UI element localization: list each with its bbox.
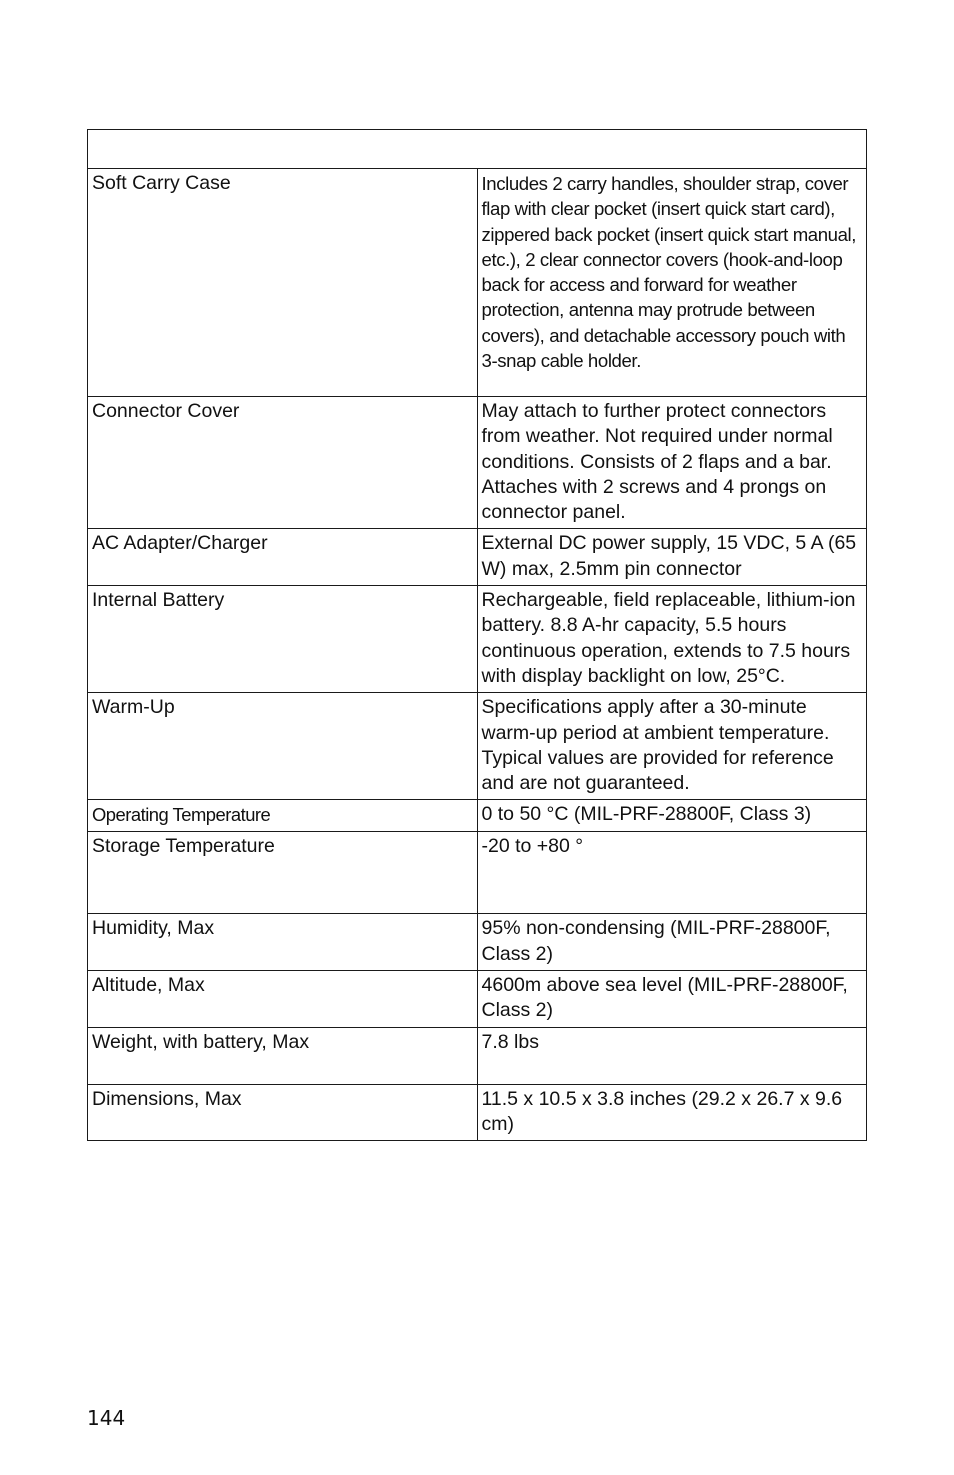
- row-value: 4600m above sea level (MIL-PRF-28800F, Class 2): [477, 971, 867, 1028]
- table-row: [88, 586, 867, 693]
- table-row: [88, 1027, 867, 1084]
- row-label: Weight, with battery, Max: [88, 1027, 478, 1084]
- row-value: Rechargeable, field replaceable, lithium-ion battery. 8.8 A-hr capacity, 5.5 hours continuous operation, extends to 7.5 hours with display backlight on low, 25°C.: [477, 586, 867, 693]
- table-row: [88, 693, 867, 800]
- table-row: [88, 1084, 867, 1141]
- row-label: Operating Temperature: [88, 800, 478, 832]
- specifications-table: [87, 129, 867, 1141]
- row-label: Humidity, Max: [88, 914, 478, 971]
- row-value: Specifications apply after a 30-minute warm-up period at ambient temperature. Typical values are provided for reference and are not guaranteed.: [477, 693, 867, 800]
- row-label: Connector Cover: [88, 397, 478, 529]
- row-label: Internal Battery: [88, 586, 478, 693]
- row-value: External DC power supply, 15 VDC, 5 A (65 W) max, 2.5mm pin connector: [477, 529, 867, 586]
- row-label: Storage Temperature: [88, 832, 478, 914]
- row-value: Includes 2 carry handles, shoulder strap, cover flap with clear pocket (insert quick start card), zippered back pocket (insert quick start manual, etc.), 2 clear connector covers (hook-and-loop back for access and forward for weather protection, antenna may protrude between covers), and detachable accessory pouch with 3-snap cable holder.: [477, 169, 867, 397]
- table-row: [88, 914, 867, 971]
- table-row: [88, 529, 867, 586]
- row-value: -20 to +80 °: [477, 832, 867, 914]
- row-label: Altitude, Max: [88, 971, 478, 1028]
- table-row: [88, 169, 867, 397]
- row-value: 11.5 x 10.5 x 3.8 inches (29.2 x 26.7 x 9.6 cm): [477, 1084, 867, 1141]
- row-value: 0 to 50 °C (MIL-PRF-28800F, Class 3): [477, 800, 867, 832]
- table-row: [88, 832, 867, 914]
- row-label: Dimensions, Max: [88, 1084, 478, 1141]
- row-value: 95% non-condensing (MIL-PRF-28800F, Class 2): [477, 914, 867, 971]
- table-row: [88, 397, 867, 529]
- table-row: [88, 800, 867, 832]
- table-row: [88, 971, 867, 1028]
- row-label: Soft Carry Case: [88, 169, 478, 397]
- row-label: AC Adapter/Charger: [88, 529, 478, 586]
- table-header-cell: [88, 130, 867, 169]
- table-header-row: [88, 130, 867, 169]
- row-value: May attach to further protect connectors from weather. Not required under normal conditions. Consists of 2 flaps and a bar. Attaches with 2 screws and 4 prongs on connector panel.: [477, 397, 867, 529]
- row-value: 7.8 lbs: [477, 1027, 867, 1084]
- row-label: Warm-Up: [88, 693, 478, 800]
- page-number: 144: [87, 1406, 126, 1430]
